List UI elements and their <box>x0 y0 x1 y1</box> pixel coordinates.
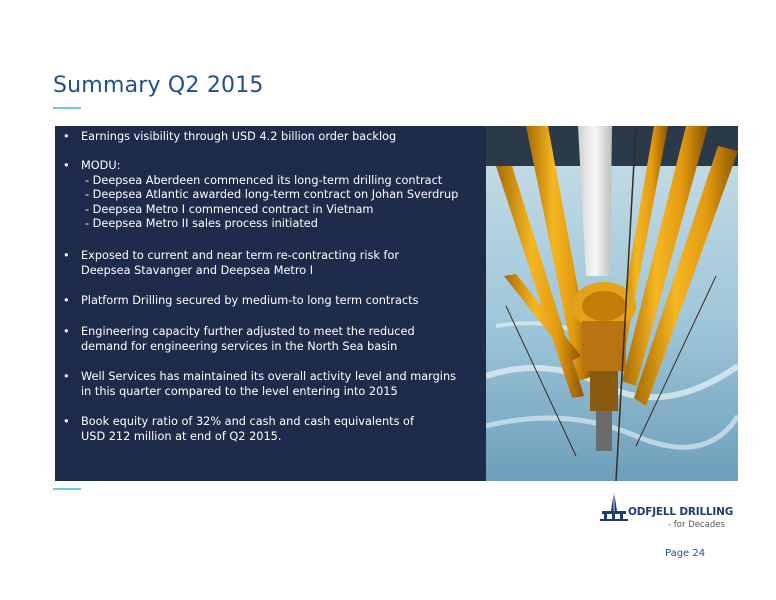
footer-rule <box>53 488 81 490</box>
bullet-item <box>63 249 503 278</box>
bullet-dot: • <box>63 294 70 307</box>
drilling-rig-photo <box>486 126 738 481</box>
bullet-dot: • <box>63 325 70 338</box>
sub-bullet-list <box>85 174 503 232</box>
bullet-item <box>63 415 503 444</box>
bullet-line: demand for engineering services in the North Sea basin <box>81 339 398 353</box>
bullet-line: in this quarter compared to the level entering into 2015 <box>81 384 398 398</box>
logo-name: ODFJELL DRILLING <box>628 506 734 518</box>
page-title: Summary Q2 2015 <box>53 73 264 98</box>
bullet-dot: • <box>63 415 70 428</box>
bullet-item <box>63 370 503 399</box>
sub-bullet-item: - Deepsea Aberdeen commenced its long-term drilling contract <box>85 173 443 187</box>
bullet-line: USD 212 million at end of Q2 2015. <box>81 429 282 443</box>
bullet-dot: • <box>63 130 70 143</box>
sub-bullet-item: - Deepsea Metro I commenced contract in Vietnam <box>85 202 374 216</box>
bullet-line: Book equity ratio of 32% and cash and cash equivalents of <box>81 415 414 428</box>
bullet-item <box>63 159 503 232</box>
sub-bullet-item: - Deepsea Metro II sales process initiated <box>85 217 318 231</box>
bullet-line: Well Services has maintained its overall activity level and margins <box>81 370 456 383</box>
bullet-text: Platform Drilling secured by medium-to long term contracts <box>81 294 419 307</box>
bullet-text <box>81 370 503 399</box>
bullet-line: Deepsea Stavanger and Deepsea Metro I <box>81 263 314 277</box>
title-underline <box>53 107 81 109</box>
page-number: Page 24 <box>665 548 706 559</box>
bullet-dot: • <box>63 159 70 172</box>
bullet-item <box>63 130 503 145</box>
bullet-dot: • <box>63 249 70 262</box>
bullet-dot: • <box>63 370 70 383</box>
drilling-rig-icon <box>600 489 628 521</box>
drilling-rig-illustration <box>486 126 738 481</box>
bullet-text <box>81 325 503 354</box>
bullet-item <box>63 294 503 309</box>
bullet-line: Exposed to current and near term re-contracting risk for <box>81 249 400 262</box>
bullet-text <box>81 249 503 278</box>
company-logo <box>600 489 734 531</box>
logo-tagline: - for Decades <box>668 520 725 530</box>
bullet-item <box>63 325 503 354</box>
bullet-line: Engineering capacity further adjusted to meet the reduced <box>81 325 415 338</box>
bullet-text: MODU: <box>81 159 121 172</box>
sub-bullet-item: - Deepsea Atlantic awarded long-term contract on Johan Sverdrup <box>85 188 459 202</box>
bullet-text <box>81 415 503 444</box>
bullet-text: Earnings visibility through USD 4.2 billion order backlog <box>81 130 397 143</box>
